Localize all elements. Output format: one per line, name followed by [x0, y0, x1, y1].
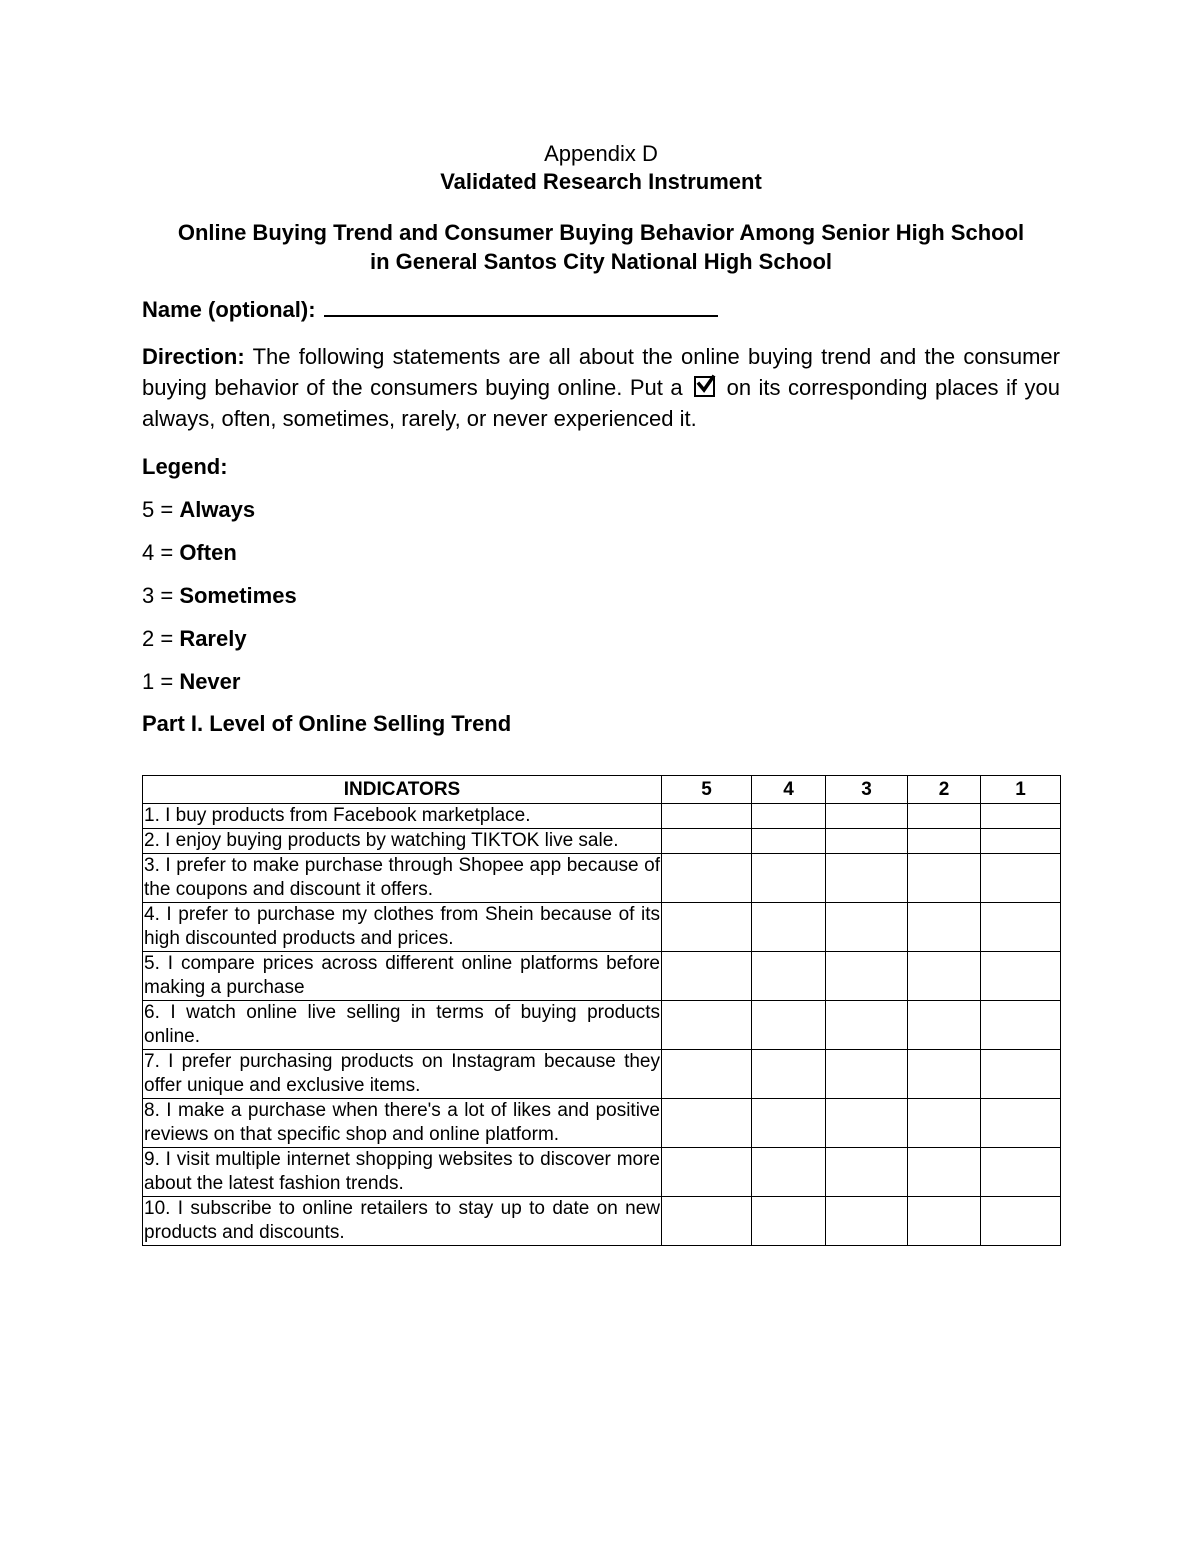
- table-header-row: [143, 776, 1061, 804]
- indicators-table: [142, 775, 1061, 1246]
- indicator-text: 3. I prefer to make purchase through Shopee app because of the coupons and discount it offers.: [143, 854, 662, 903]
- indicator-text: 10. I subscribe to online retailers to stay up to date on new products and discounts.: [143, 1197, 662, 1246]
- rating-cell-5[interactable]: [662, 952, 752, 1001]
- rating-cell-2[interactable]: [908, 804, 981, 829]
- rating-cell-1[interactable]: [981, 1001, 1061, 1050]
- document-subtitle: Validated Research Instrument: [440, 169, 762, 194]
- legend-item: 4 = Often: [142, 540, 237, 565]
- rating-cell-3[interactable]: [826, 804, 908, 829]
- rating-cell-3[interactable]: [826, 1050, 908, 1099]
- table-row: [143, 1050, 1061, 1099]
- header-2: 2: [908, 776, 981, 804]
- table-row: [143, 829, 1061, 854]
- rating-cell-1[interactable]: [981, 1099, 1061, 1148]
- indicator-text: 6. I watch online live selling in terms of buying products online.: [143, 1001, 662, 1050]
- rating-cell-2[interactable]: [908, 952, 981, 1001]
- table-row: [143, 1197, 1061, 1246]
- rating-cell-2[interactable]: [908, 1099, 981, 1148]
- part-title: Part I. Level of Online Selling Trend: [142, 711, 512, 736]
- name-field-blank[interactable]: [324, 293, 718, 317]
- rating-cell-1[interactable]: [981, 1050, 1061, 1099]
- indicator-text: 1. I buy products from Facebook marketplace.: [143, 804, 662, 829]
- direction-text-after: on its corresponding places if you always, often, sometimes, rarely, or never experienced it.: [142, 375, 1061, 431]
- legend-item: 3 = Sometimes: [142, 583, 297, 608]
- legend-title: Legend:: [142, 454, 228, 479]
- indicator-text: 5. I compare prices across different online platforms before making a purchase: [143, 952, 662, 1001]
- rating-cell-4[interactable]: [752, 1001, 826, 1050]
- rating-cell-4[interactable]: [752, 829, 826, 854]
- rating-cell-4[interactable]: [752, 1148, 826, 1197]
- table-row: [143, 903, 1061, 952]
- rating-cell-1[interactable]: [981, 854, 1061, 903]
- indicator-text: 9. I visit multiple internet shopping websites to discover more about the latest fashion trends.: [143, 1148, 662, 1197]
- legend-item: 2 = Rarely: [142, 626, 247, 651]
- direction-text-before: The following statements are all about the online buying trend and the consumer buying behavior of the consumers buying online. Put a: [142, 344, 1060, 400]
- rating-cell-4[interactable]: [752, 1050, 826, 1099]
- header-indicators: INDICATORS: [143, 776, 662, 804]
- legend-item: 1 = Never: [142, 669, 241, 694]
- rating-cell-3[interactable]: [826, 1197, 908, 1246]
- rating-cell-3[interactable]: [826, 1099, 908, 1148]
- rating-cell-3[interactable]: [826, 1001, 908, 1050]
- header-1: 1: [981, 776, 1061, 804]
- rating-cell-1[interactable]: [981, 952, 1061, 1001]
- rating-cell-2[interactable]: [908, 1197, 981, 1246]
- checkbox-icon: [694, 376, 715, 397]
- name-field-label: Name (optional):: [142, 297, 316, 322]
- title-line-1: Online Buying Trend and Consumer Buying Behavior Among Senior High School: [177, 220, 1025, 245]
- rating-cell-3[interactable]: [826, 903, 908, 952]
- rating-cell-3[interactable]: [826, 1148, 908, 1197]
- rating-cell-2[interactable]: [908, 854, 981, 903]
- rating-cell-5[interactable]: [662, 1197, 752, 1246]
- table-row: [143, 1099, 1061, 1148]
- rating-cell-4[interactable]: [752, 854, 826, 903]
- rating-cell-2[interactable]: [908, 1148, 981, 1197]
- rating-cell-2[interactable]: [908, 1050, 981, 1099]
- rating-cell-5[interactable]: [662, 854, 752, 903]
- rating-cell-1[interactable]: [981, 1197, 1061, 1246]
- header-4: 4: [752, 776, 826, 804]
- rating-cell-5[interactable]: [662, 1099, 752, 1148]
- rating-cell-4[interactable]: [752, 903, 826, 952]
- title-line-2: in General Santos City National High School: [369, 249, 833, 274]
- rating-cell-2[interactable]: [908, 1001, 981, 1050]
- table-row: [143, 804, 1061, 829]
- rating-cell-3[interactable]: [826, 829, 908, 854]
- indicator-text: 7. I prefer purchasing products on Instagram because they offer unique and exclusive items.: [143, 1050, 662, 1099]
- rating-cell-4[interactable]: [752, 952, 826, 1001]
- rating-cell-1[interactable]: [981, 903, 1061, 952]
- indicator-text: 2. I enjoy buying products by watching TIKTOK live sale.: [143, 829, 662, 854]
- direction-label: Direction:: [142, 344, 245, 369]
- rating-cell-4[interactable]: [752, 1099, 826, 1148]
- table-row: [143, 952, 1061, 1001]
- rating-cell-5[interactable]: [662, 903, 752, 952]
- rating-cell-1[interactable]: [981, 804, 1061, 829]
- header-5: 5: [662, 776, 752, 804]
- rating-cell-5[interactable]: [662, 1001, 752, 1050]
- table-row: [143, 1148, 1061, 1197]
- direction-paragraph: [142, 341, 1060, 434]
- rating-cell-4[interactable]: [752, 804, 826, 829]
- rating-cell-5[interactable]: [662, 1148, 752, 1197]
- rating-cell-5[interactable]: [662, 1050, 752, 1099]
- rating-cell-5[interactable]: [662, 804, 752, 829]
- indicator-text: 8. I make a purchase when there's a lot of likes and positive reviews on that specific shop and online platform.: [143, 1099, 662, 1148]
- document-title: [142, 218, 1060, 276]
- header-3: 3: [826, 776, 908, 804]
- rating-cell-1[interactable]: [981, 1148, 1061, 1197]
- rating-cell-1[interactable]: [981, 829, 1061, 854]
- rating-cell-4[interactable]: [752, 1197, 826, 1246]
- table-row: [143, 854, 1061, 903]
- name-field-row: [142, 293, 1060, 325]
- rating-cell-2[interactable]: [908, 829, 981, 854]
- rating-cell-5[interactable]: [662, 829, 752, 854]
- document-page: [142, 140, 1060, 739]
- rating-cell-3[interactable]: [826, 952, 908, 1001]
- appendix-label: Appendix D: [544, 141, 658, 166]
- rating-cell-2[interactable]: [908, 903, 981, 952]
- legend-item: 5 = Always: [142, 497, 256, 522]
- indicator-text: 4. I prefer to purchase my clothes from Shein because of its high discounted products and prices.: [143, 903, 662, 952]
- rating-cell-3[interactable]: [826, 854, 908, 903]
- table-row: [143, 1001, 1061, 1050]
